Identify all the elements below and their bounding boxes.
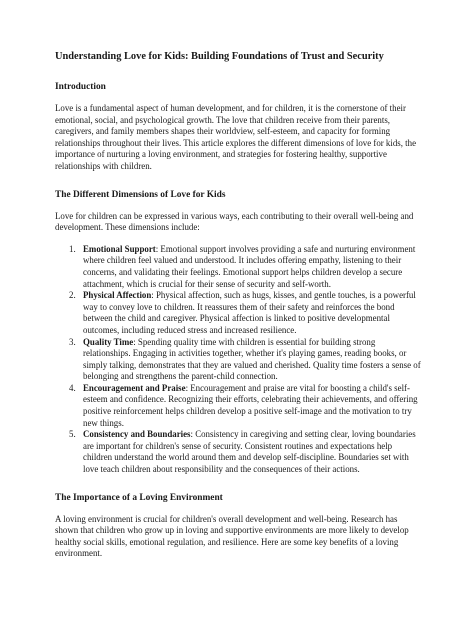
- list-item-number: 5.: [69, 429, 76, 440]
- list-item: [55, 429, 421, 475]
- list-item-text: : Encouragement and praise are vital for boosting a child's self-esteem and confidence. Recognizing their efforts, celebrating their achievements, and offering positive reinforcement helps children develop a positive self-image and the motivation to try new things.: [83, 382, 418, 428]
- list-item-term: Physical Affection: [83, 290, 152, 301]
- list-item-term: Consistency and Boundaries: [83, 429, 191, 440]
- list-item-number: 1.: [69, 243, 76, 254]
- list-item: [55, 244, 421, 290]
- intro-paragraph: Love is a fundamental aspect of human development, and for children, it is the cornerstone of their emotional, social, and psychological growth. The love that children receive from their parents, caregivers, and family members shapes their worldview, self-esteem, and capacity for forming relationships throughout their lives. This article explores the different dimensions of love for kids, the importance of nurturing a loving environment, and strategies for fostering healthy, supportive relationships with children.: [55, 103, 417, 171]
- list-item-term: Encouragement and Praise: [83, 382, 186, 393]
- importance-paragraph: A loving environment is crucial for children's overall development and well-being. Research has shown that children who grow up in loving and supportive environments are more likely to develop healthy social skills, emotional regulation, and resilience. Here are some key benefits of a loving environment.: [55, 513, 409, 559]
- list-item-text: : Emotional support involves providing a safe and nurturing environment where children feel valued and understood. It includes offering empathy, listening to their concerns, and validating their feelings. Emotional support helps children develop a secure attachment, which is crucial for their sense of security and self-worth.: [83, 243, 416, 289]
- list-item-number: 4.: [69, 382, 76, 393]
- dimensions-heading: The Different Dimensions of Love for Kids: [55, 189, 226, 200]
- document-title: Understanding Love for Kids: Building Foundations of Trust and Security: [55, 51, 384, 62]
- list-item: [55, 383, 421, 429]
- list-item-text: : Physical affection, such as hugs, kisses, and gentle touches, is a powerful way to convey love to children. It reassures them of their safety and reinforces the bond between the child and caregiver. Physical affection is linked to positive developmental outcomes, including reduced stress and increased resilience.: [83, 290, 416, 335]
- list-item-number: 2.: [69, 290, 76, 301]
- list-item-term: Emotional Support: [83, 243, 156, 254]
- list-item-text: : Consistency in caregiving and setting clear, loving boundaries are important for children's sense of security. Consistent routines and expectations help children understand the world around them and develop self-discipline. Boundaries set with love teach children about responsibility and the consequences of their actions.: [83, 429, 416, 475]
- list-item-term: Quality Time: [83, 336, 134, 347]
- list-item: [55, 337, 421, 383]
- intro-heading: Introduction: [55, 82, 106, 92]
- document-page: [55, 50, 421, 576]
- dimensions-intro-paragraph: Love for children can be expressed in various ways, each contributing to their overall well-being and development. These dimensions include:: [55, 210, 414, 233]
- list-item-text: : Spending quality time with children is essential for building strong relationships. Engaging in activities together, whether it's playing games, reading books, or simply talking, demonstrates that they are valued and cherished. Quality time fosters a sense of belonging and strengthens the parent-child connection.: [83, 336, 421, 382]
- dimensions-list: [55, 244, 421, 476]
- list-item-number: 3.: [69, 336, 76, 347]
- importance-heading: The Importance of a Loving Environment: [55, 492, 223, 503]
- list-item: [55, 290, 421, 336]
